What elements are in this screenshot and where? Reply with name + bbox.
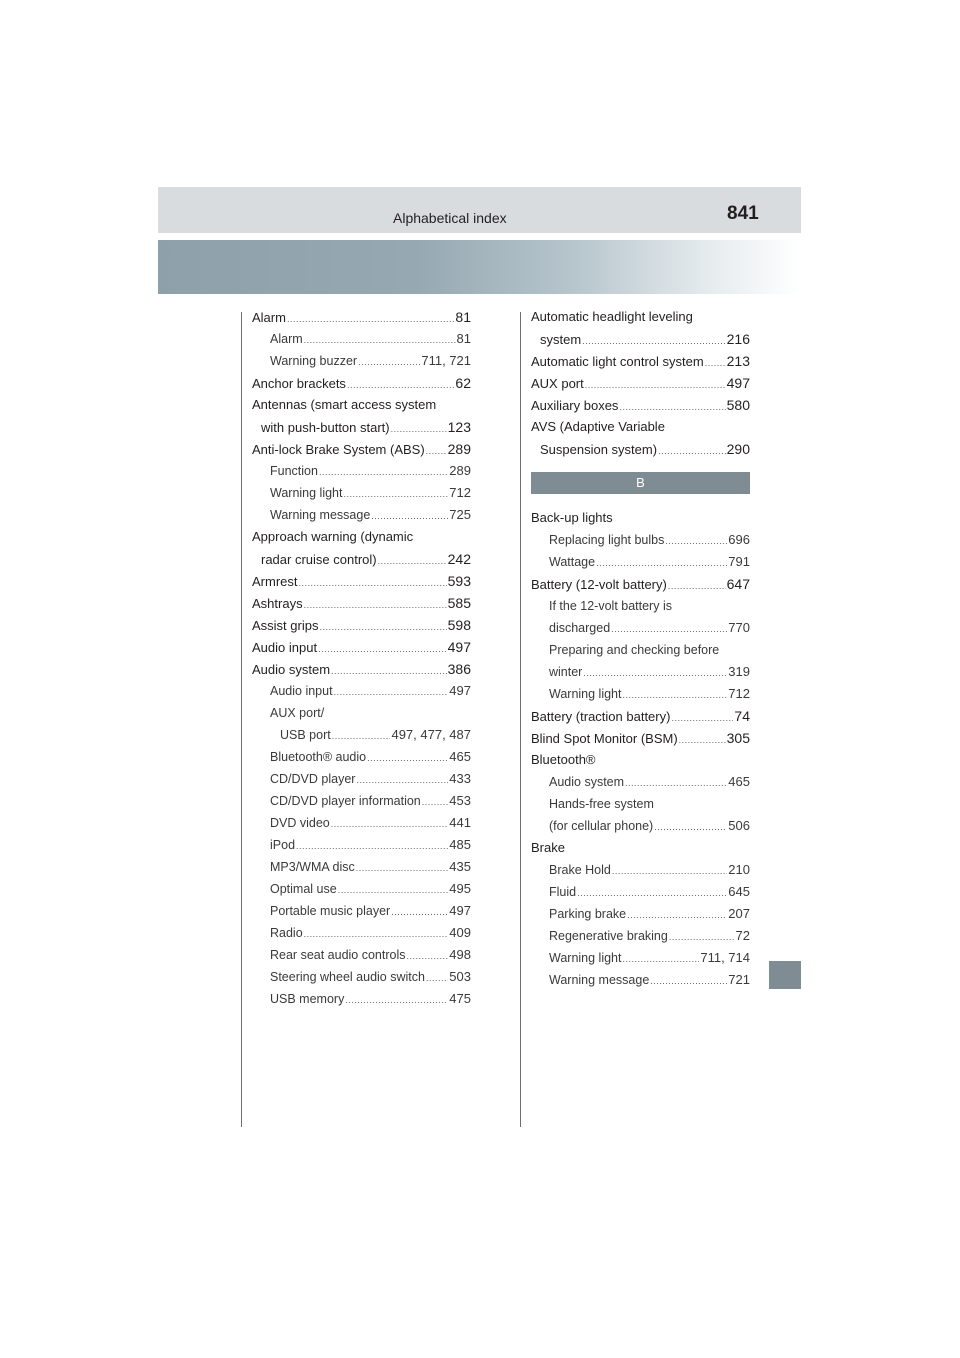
index-entry: [531, 438, 750, 460]
index-entry: [252, 680, 471, 702]
index-entry-pages[interactable]: 711, 721: [421, 353, 471, 368]
index-entry-label: system: [540, 332, 582, 347]
index-entry-label: Automatic light control system: [531, 354, 704, 369]
index-entry-label: AUX port/: [270, 706, 325, 720]
index-entry: [531, 416, 750, 438]
index-entry: [531, 969, 750, 991]
index-entry-label: Warning light: [270, 486, 343, 500]
index-entry: [252, 878, 471, 900]
index-entry-pages[interactable]: 696: [728, 532, 750, 547]
index-entry: [252, 988, 471, 1010]
leader-dots: [371, 505, 448, 527]
leader-dots: [583, 662, 727, 684]
index-entry-pages[interactable]: 475: [449, 991, 471, 1006]
index-entry-label: Portable music player: [270, 904, 391, 918]
leader-dots: [623, 948, 700, 970]
index-entry: [252, 636, 471, 658]
index-entry-pages[interactable]: 319: [728, 664, 750, 679]
index-entry-pages[interactable]: 289: [449, 463, 471, 478]
index-entry-pages[interactable]: 81: [456, 331, 471, 346]
index-entry-pages[interactable]: 72: [735, 928, 750, 943]
leader-dots: [378, 550, 447, 572]
left-column-rule: [241, 312, 242, 1127]
index-entry: [531, 793, 750, 815]
leader-dots: [367, 747, 448, 769]
index-entry-label: Replacing light bulbs: [549, 533, 665, 547]
index-entry-pages[interactable]: 647: [726, 576, 750, 592]
index-entry: [252, 460, 471, 482]
index-entry-pages[interactable]: 465: [449, 749, 471, 764]
index-entry-label: Optimal use: [270, 882, 337, 896]
leader-dots: [345, 989, 448, 1011]
leader-dots: [356, 769, 448, 791]
index-entry-label: Warning light: [549, 687, 622, 701]
index-entry-pages[interactable]: 497, 477, 487: [391, 727, 471, 742]
index-entry: [531, 372, 750, 394]
index-entry-pages[interactable]: 213: [726, 353, 750, 369]
leader-dots: [319, 461, 448, 483]
index-entry-label: USB port: [280, 728, 331, 742]
index-entry-pages[interactable]: 712: [449, 485, 471, 500]
index-entry-label: with push-button start): [261, 420, 390, 435]
index-entry-label: discharged: [549, 621, 611, 635]
index-entry-pages[interactable]: 435: [449, 859, 471, 874]
index-entry-label: Fluid: [549, 885, 577, 899]
leader-dots: [658, 440, 726, 462]
leader-dots: [304, 594, 447, 616]
index-entry-pages[interactable]: 210: [728, 862, 750, 877]
index-entry-pages[interactable]: 585: [447, 595, 471, 611]
index-entry-pages[interactable]: 506: [728, 818, 750, 833]
index-entry: [531, 551, 750, 573]
index-entry-label: Back-up lights: [531, 510, 613, 525]
index-entry-pages[interactable]: 465: [728, 774, 750, 789]
index-entry-pages[interactable]: 216: [726, 331, 750, 347]
index-entry: [252, 900, 471, 922]
index-entry: [531, 727, 750, 749]
index-entry: [252, 306, 471, 328]
index-entry: [252, 856, 471, 878]
index-entry-label: Anchor brackets: [252, 376, 346, 391]
index-entry-pages[interactable]: 593: [447, 573, 471, 589]
index-entry-label: Wattage: [549, 555, 596, 569]
index-entry: [252, 790, 471, 812]
index-entry-pages[interactable]: 207: [728, 906, 750, 921]
index-entry-label: Alarm: [270, 332, 303, 346]
index-entry-pages[interactable]: 433: [449, 771, 471, 786]
index-entry-label: Assist grips: [252, 618, 319, 633]
leader-dots: [585, 374, 726, 396]
index-entry-label: Warning message: [270, 508, 371, 522]
index-entry: [252, 548, 471, 570]
index-entry: [531, 350, 750, 372]
leader-dots: [668, 575, 726, 597]
index-entry-pages[interactable]: 81: [455, 309, 471, 325]
index-entry-pages[interactable]: 485: [449, 837, 471, 852]
index-entry: [531, 903, 750, 925]
index-entry: [531, 925, 750, 947]
leader-dots: [623, 684, 728, 706]
leader-dots: [582, 330, 725, 352]
index-group-b: [531, 507, 750, 991]
index-entry-label: Anti-lock Brake System (ABS): [252, 442, 425, 457]
index-entry-pages[interactable]: 645: [728, 884, 750, 899]
leader-dots: [422, 791, 449, 813]
leader-dots: [344, 483, 449, 505]
leader-dots: [705, 352, 726, 374]
index-entry: [531, 573, 750, 595]
index-entry-pages[interactable]: 74: [734, 708, 750, 724]
chapter-tab: [769, 961, 801, 989]
index-entry-label: Regenerative braking: [549, 929, 668, 943]
index-entry: [252, 614, 471, 636]
index-entry-pages[interactable]: 123: [447, 419, 471, 435]
index-entry: [531, 815, 750, 837]
right-column-rule: [520, 312, 521, 1127]
index-entry-label: CD/DVD player information: [270, 794, 421, 808]
index-entry: [252, 592, 471, 614]
index-entry: [252, 438, 471, 460]
index-entry-pages[interactable]: 242: [447, 551, 471, 567]
index-entry-label: Rear seat audio controls: [270, 948, 406, 962]
index-entry-pages[interactable]: 497: [449, 903, 471, 918]
index-entry-label: AVS (Adaptive Variable: [531, 419, 665, 434]
index-entry: [252, 394, 471, 416]
leader-dots: [319, 616, 446, 638]
index-entry: [252, 746, 471, 768]
leader-dots: [332, 725, 391, 747]
index-entry-label: Bluetooth® audio: [270, 750, 367, 764]
index-entry-pages[interactable]: 770: [728, 620, 750, 635]
index-entry: [252, 482, 471, 504]
leader-dots: [669, 926, 735, 948]
index-entry-pages[interactable]: 598: [447, 617, 471, 633]
index-entry: [252, 724, 471, 746]
leader-dots: [304, 329, 456, 351]
index-group-a: [531, 306, 750, 460]
leader-dots: [358, 351, 420, 373]
index-entry: [531, 859, 750, 881]
index-entry-label: winter: [549, 665, 583, 679]
index-entry: [252, 834, 471, 856]
index-entry-label: Ashtrays: [252, 596, 303, 611]
page-number: 841: [727, 203, 759, 224]
index-entry-label: CD/DVD player: [270, 772, 356, 786]
index-entry-label: Approach warning (dynamic: [252, 529, 414, 544]
index-entry-label: Hands-free system: [549, 797, 654, 811]
index-entry-pages[interactable]: 289: [447, 441, 471, 457]
index-entry-label: Steering wheel audio switch: [270, 970, 425, 984]
section-header-b: B: [531, 472, 750, 494]
index-entry-pages[interactable]: 791: [728, 554, 750, 569]
leader-dots: [356, 857, 449, 879]
index-entry-label: AUX port: [531, 376, 584, 391]
index-entry-label: MP3/WMA disc: [270, 860, 355, 874]
index-entry-label: Automatic headlight leveling: [531, 309, 693, 324]
index-entry-label: Warning buzzer: [270, 354, 358, 368]
index-entry-label: Battery (traction battery): [531, 709, 671, 724]
leader-dots: [304, 923, 449, 945]
index-entry-label: (for cellular phone): [549, 819, 654, 833]
index-entry-pages[interactable]: 497: [447, 639, 471, 655]
index-entry-label: Battery (12-volt battery): [531, 577, 667, 592]
leader-dots: [612, 860, 727, 882]
index-entry: [252, 570, 471, 592]
leader-dots: [331, 660, 447, 682]
index-entry-label: Auxiliary boxes: [531, 398, 619, 413]
leader-dots: [577, 882, 727, 904]
header-gradient-band: [158, 240, 801, 294]
index-entry: [531, 328, 750, 350]
leader-dots: [391, 901, 448, 923]
index-entry-pages[interactable]: 712: [728, 686, 750, 701]
index-entry: [252, 812, 471, 834]
leader-dots: [671, 707, 733, 729]
index-entry-pages[interactable]: 497: [449, 683, 471, 698]
index-entry-label: Parking brake: [549, 907, 627, 921]
index-entry: [252, 416, 471, 438]
index-entry-label: If the 12-volt battery is: [549, 599, 672, 613]
index-entry-pages[interactable]: 580: [726, 397, 750, 413]
index-entry-pages[interactable]: 62: [455, 375, 471, 391]
leader-dots: [611, 618, 727, 640]
leader-dots: [650, 970, 727, 992]
index-entry-label: DVD video: [270, 816, 330, 830]
page-title: Alphabetical index: [393, 210, 507, 226]
index-entry-pages[interactable]: 495: [449, 881, 471, 896]
index-entry: [252, 966, 471, 988]
index-entry-label: Brake Hold: [549, 863, 611, 877]
index-entry-label: Warning light: [549, 951, 622, 965]
index-entry: [252, 922, 471, 944]
index-entry-pages[interactable]: 498: [449, 947, 471, 962]
index-entry: [531, 749, 750, 771]
index-entry-pages[interactable]: 497: [726, 375, 750, 391]
leader-dots: [287, 308, 454, 330]
leader-dots: [627, 904, 727, 926]
index-entry: [252, 350, 471, 372]
index-entry-label: Audio input: [270, 684, 333, 698]
index-entry: [531, 683, 750, 705]
leader-dots: [331, 813, 449, 835]
index-entry-label: Alarm: [252, 310, 286, 325]
index-entry: [531, 394, 750, 416]
index-entry-pages[interactable]: 290: [726, 441, 750, 457]
leader-dots: [299, 572, 447, 594]
index-entry-label: Antennas (smart access system: [252, 397, 437, 412]
index-entry: [531, 507, 750, 529]
index-entry-pages[interactable]: 305: [726, 730, 750, 746]
leader-dots: [426, 967, 448, 989]
index-entry: [531, 617, 750, 639]
index-entry-pages[interactable]: 453: [449, 793, 471, 808]
index-entry: [531, 529, 750, 551]
leader-dots: [338, 879, 449, 901]
index-entry: [531, 705, 750, 727]
index-entry-pages[interactable]: 441: [449, 815, 471, 830]
index-entry: [531, 639, 750, 661]
index-entry: [531, 947, 750, 969]
leader-dots: [318, 638, 447, 660]
index-entry-label: radar cruise control): [261, 552, 377, 567]
leader-dots: [665, 530, 727, 552]
index-entry: [531, 661, 750, 683]
index-entry: [252, 944, 471, 966]
index-entry-label: USB memory: [270, 992, 345, 1006]
index-entry: [252, 504, 471, 526]
index-entry: [252, 526, 471, 548]
index-entry: [252, 328, 471, 350]
index-column-right: [531, 306, 750, 991]
index-entry-label: Blind Spot Monitor (BSM): [531, 731, 678, 746]
leader-dots: [426, 440, 447, 462]
index-entry-pages[interactable]: 711, 714: [700, 950, 750, 965]
leader-dots: [296, 835, 448, 857]
leader-dots: [334, 681, 449, 703]
index-column-left: [252, 306, 471, 1010]
leader-dots: [654, 816, 727, 838]
index-entry: [531, 306, 750, 328]
index-entry-label: Warning message: [549, 973, 650, 987]
leader-dots: [619, 396, 725, 418]
index-entry-label: Audio system: [252, 662, 331, 677]
index-entry-label: iPod: [270, 838, 296, 852]
index-entry-label: Brake: [531, 840, 565, 855]
index-entry: [252, 372, 471, 394]
index-entry: [531, 771, 750, 793]
index-entry-label: Audio system: [549, 775, 625, 789]
leader-dots: [679, 729, 726, 751]
index-entry: [252, 658, 471, 680]
index-entry-pages[interactable]: 725: [449, 507, 471, 522]
index-entry-label: Armrest: [252, 574, 298, 589]
leader-dots: [625, 772, 727, 794]
index-entry-pages[interactable]: 503: [449, 969, 471, 984]
leader-dots: [391, 418, 447, 440]
index-entry: [531, 595, 750, 617]
index-entry-label: Preparing and checking before: [549, 643, 720, 657]
index-entry-label: Audio input: [252, 640, 318, 655]
index-entry-label: Function: [270, 464, 318, 478]
leader-dots: [596, 552, 727, 574]
index-entry: [531, 881, 750, 903]
leader-dots: [347, 374, 454, 396]
leader-dots: [407, 945, 449, 967]
index-entry: [252, 702, 471, 724]
index-entry-pages[interactable]: 721: [728, 972, 750, 987]
index-entry: [531, 837, 750, 859]
index-entry: [252, 768, 471, 790]
index-entry-label: Bluetooth®: [531, 752, 596, 767]
index-entry-pages[interactable]: 409: [449, 925, 471, 940]
index-entry-pages[interactable]: 386: [447, 661, 471, 677]
index-entry-label: Suspension system): [540, 442, 658, 457]
index-entry-label: Radio: [270, 926, 303, 940]
